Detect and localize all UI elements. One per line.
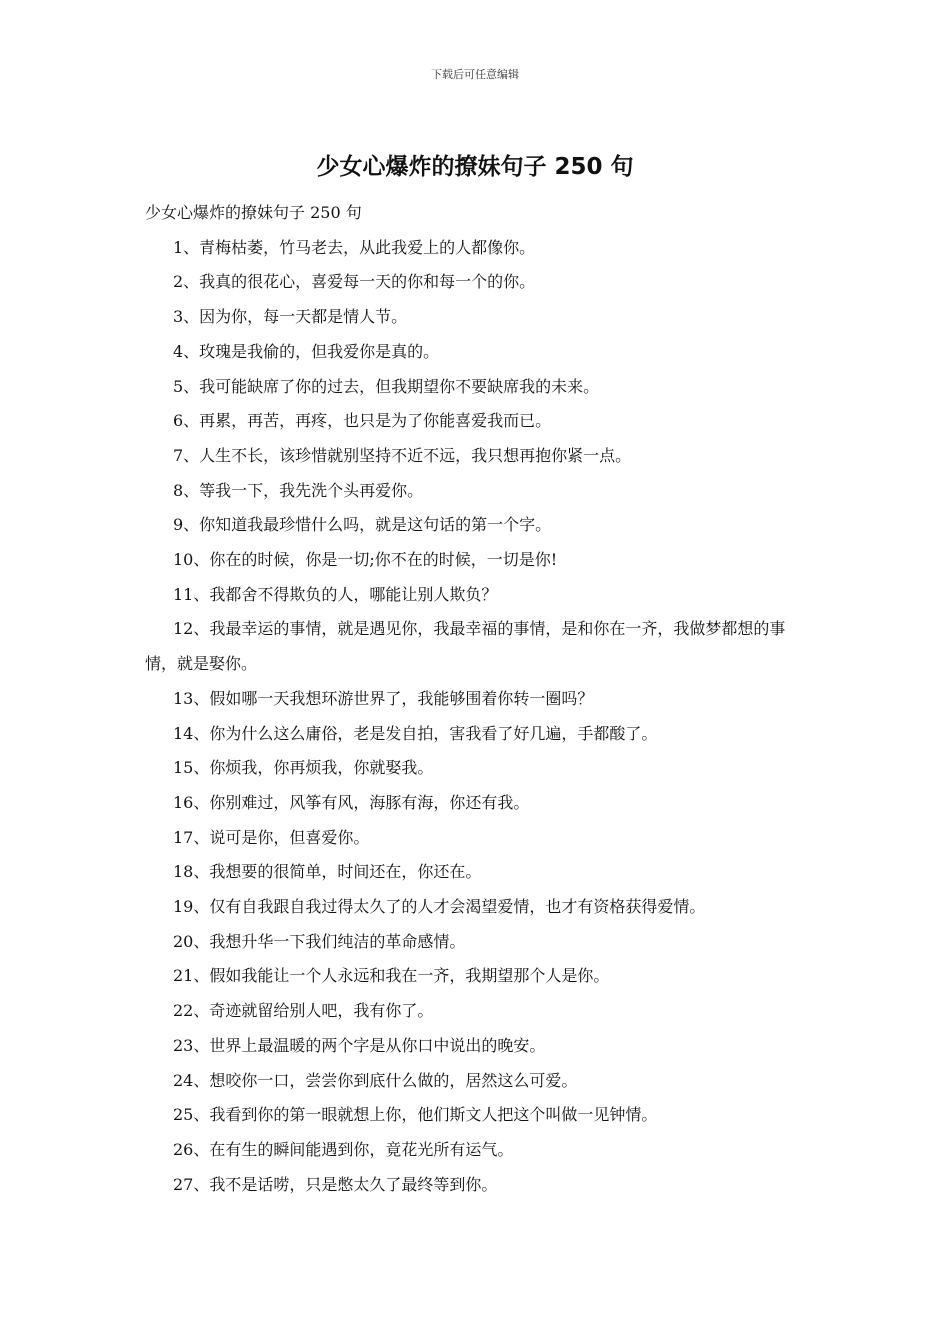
list-item: 23、世界上最温暖的两个字是从你口中说出的晚安。: [173, 1035, 546, 1055]
list-item: 27、我不是话唠，只是憋太久了最终等到你。: [173, 1174, 498, 1194]
list-item: 9、你知道我最珍惜什么吗，就是这句话的第一个字。: [173, 515, 552, 535]
list-item: 4、玫瑰是我偷的，但我爱你是真的。: [173, 341, 440, 361]
list-item: 14、你为什么这么庸俗，老是发自拍，害我看了好几遍，手都酸了。: [173, 723, 658, 743]
list-item: 12、我最幸运的事情，就是遇见你，我最幸福的事情，是和你在一齐，我做梦都想的事情，就是娶你。: [145, 619, 786, 674]
list-item: 17、说可是你，但喜爱你。: [173, 827, 370, 847]
list-item: 1、青梅枯萎，竹马老去，从此我爱上的人都像你。: [173, 237, 536, 257]
list-item: 10、你在的时候，你是一切;你不在的时候，一切是你!: [173, 550, 558, 570]
list-item: 8、等我一下，我先洗个头再爱你。: [173, 480, 424, 500]
list-item: 19、仅有自我跟自我过得太久了的人才会渴望爱情，也才有资格获得爱情。: [173, 897, 706, 917]
list-item: 26、在有生的瞬间能遇到你，竟花光所有运气。: [173, 1139, 514, 1159]
list-item: 13、假如哪一天我想环游世界了，我能够围着你转一圈吗？: [173, 688, 594, 708]
list-item: 16、你别难过，风筝有风，海豚有海，你还有我。: [173, 792, 530, 812]
list-item: 3、因为你，每一天都是情人节。: [173, 307, 408, 327]
list-item: 2、我真的很花心，喜爱每一天的你和每一个的你。: [173, 272, 536, 292]
list-item: 7、人生不长，该珍惜就别坚持不近不远，我只想再抱你紧一点。: [173, 445, 632, 465]
page-header-note: 下载后可任意编辑: [431, 68, 519, 81]
list-item: 15、你烦我，你再烦我，你就娶我。: [173, 758, 434, 778]
document-title: 少女心爆炸的撩妹句子 250 句: [316, 154, 634, 180]
document-subtitle: 少女心爆炸的撩妹句子 250 句: [145, 203, 362, 222]
list-item: 25、我看到你的第一眼就想上你，他们斯文人把这个叫做一见钟情。: [173, 1105, 658, 1125]
list-item: 11、我都舍不得欺负的人，哪能让别人欺负？: [173, 584, 498, 604]
document-body: [145, 196, 810, 1202]
list-item: 21、假如我能让一个人永远和我在一齐，我期望那个人是你。: [173, 966, 610, 986]
list-item: 20、我想升华一下我们纯洁的革命感情。: [173, 931, 466, 951]
list-item: 24、想咬你一口，尝尝你到底什么做的，居然这么可爱。: [173, 1070, 578, 1090]
list-item: 5、我可能缺席了你的过去，但我期望你不要缺席我的未来。: [173, 376, 600, 396]
list-item: 6、再累，再苦，再疼，也只是为了你能喜爱我而已。: [173, 411, 552, 431]
list-item: 22、奇迹就留给别人吧，我有你了。: [173, 1001, 434, 1021]
list-item: 18、我想要的很简单，时间还在，你还在。: [173, 862, 482, 882]
